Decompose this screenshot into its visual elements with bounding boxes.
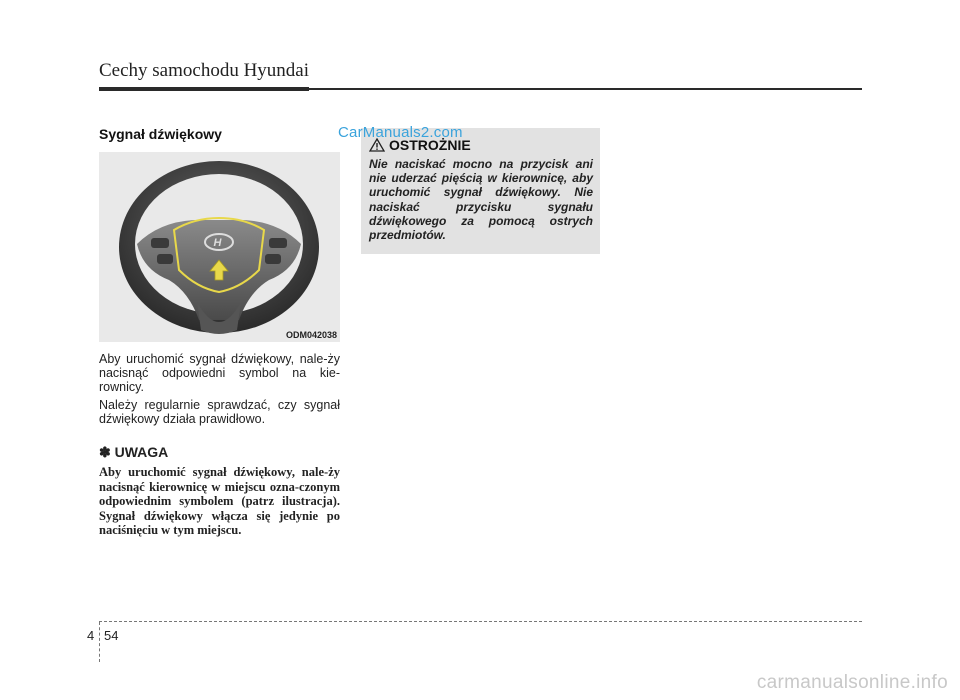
note-heading: ✽ UWAGA — [99, 444, 169, 460]
paragraph-horn-check: Należy regularnie sprawdzać, czy sygnał dźwiękowy działa prawidłowo. — [99, 398, 340, 426]
steering-wheel-figure — [99, 152, 340, 342]
right-control-button-2 — [265, 254, 281, 264]
page-number: 54 — [104, 628, 119, 643]
note-text: Aby uruchomić sygnał dźwiękowy, nale-ży nacisnąć kierownicę w miejscu ozna-czonym odpowiednim symbolem (patrz ilustracja). Sygnał dźwiękowy włącza się jedynie po naciśnięciu w tym miejscu. — [99, 465, 340, 538]
page-header-title: Cechy samochodu Hyundai — [99, 60, 310, 81]
paragraph-horn-use: Aby uruchomić sygnał dźwiękowy, nale-ży nacisnąć odpowiedni symbol na kie-rownicy. — [99, 352, 340, 394]
warning-title: OSTROŻNIE — [389, 137, 471, 153]
watermark-bottom: carmanualsonline.info — [756, 672, 948, 693]
warning-text: Nie naciskać mocno na przycisk ani nie uderzać pięścią w kierownicę, aby uruchomić sygnał dźwiękowy. Nie naciskać przycisku sygnału dźwiękowego za pomocą ostrych przedmiotów. — [369, 157, 593, 243]
footer-divider — [99, 622, 100, 662]
section-heading: Sygnał dźwiękowy — [99, 126, 222, 142]
right-control-button — [269, 238, 287, 248]
chapter-number: 4 — [87, 628, 95, 643]
footer-rule — [99, 621, 862, 622]
left-control-button-2 — [157, 254, 173, 264]
left-control-button — [151, 238, 169, 248]
watermark-top: CarManuals2.com — [338, 124, 463, 141]
warning-box — [361, 128, 600, 254]
header-rule-accent — [99, 87, 309, 91]
figure-caption: ODM042038 — [285, 330, 337, 340]
svg-text:H: H — [213, 237, 222, 249]
steering-wheel-illustration — [99, 152, 340, 342]
